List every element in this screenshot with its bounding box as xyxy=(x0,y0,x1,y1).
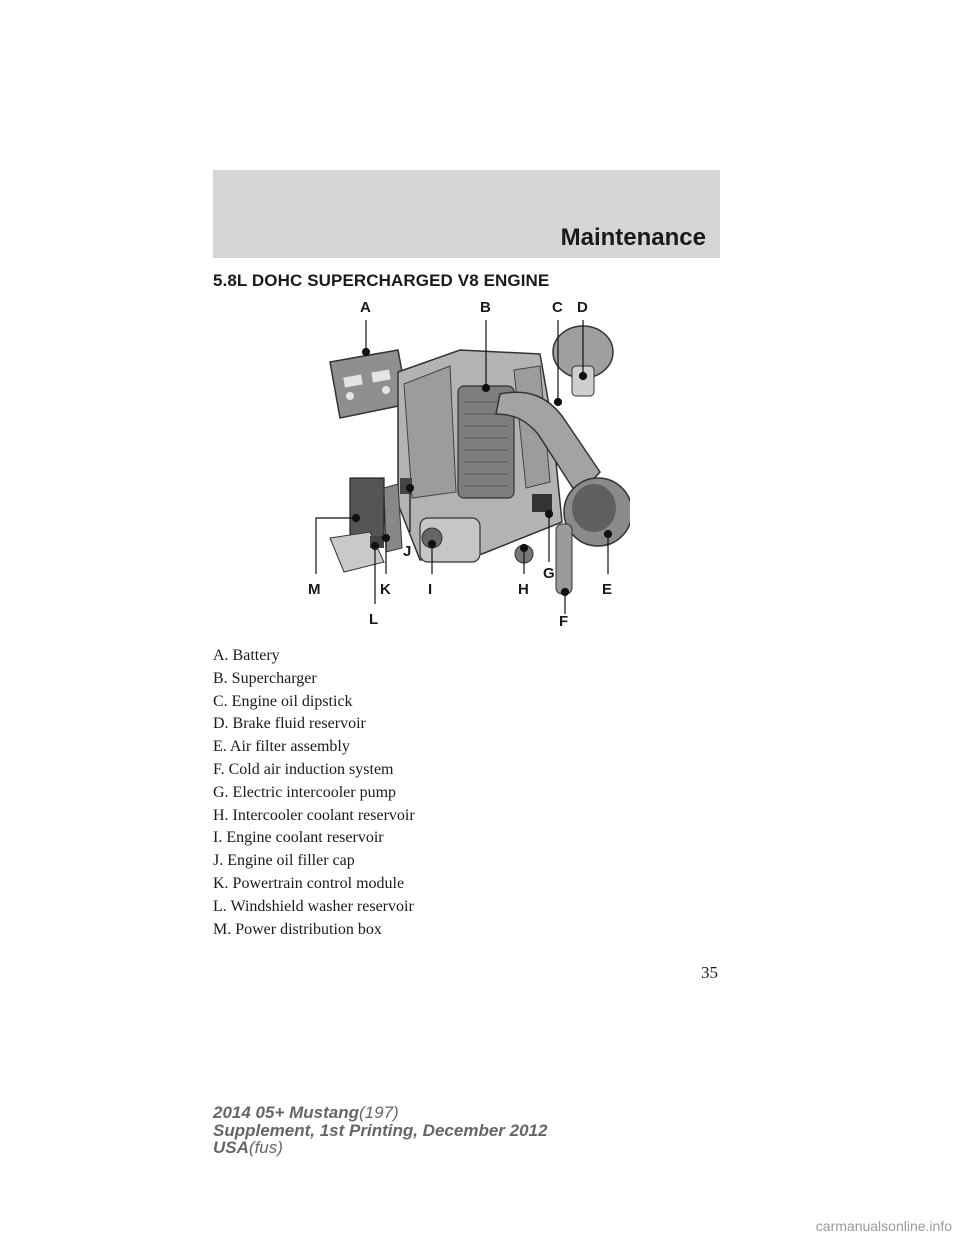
legend-item: C. Engine oil dipstick xyxy=(213,692,353,710)
watermark: carmanualsonline.info xyxy=(815,1218,952,1234)
footer-page-ref: (197) xyxy=(359,1103,399,1122)
callout-c: C xyxy=(552,299,563,316)
section-header-title: Maintenance xyxy=(560,224,706,251)
callout-d: D xyxy=(577,299,588,316)
callout-l: L xyxy=(369,611,379,628)
legend-item: F. Cold air induction system xyxy=(213,760,394,778)
print-footer xyxy=(213,1104,547,1157)
engine-illustration xyxy=(300,292,630,632)
legend-item: G. Electric intercooler pump xyxy=(213,783,397,801)
footer-market: USA xyxy=(213,1138,249,1157)
callout-a: A xyxy=(360,299,371,316)
legend-item: H. Intercooler coolant reservoir xyxy=(213,806,415,824)
callout-k: K xyxy=(380,581,391,598)
legend-item: B. Supercharger xyxy=(213,669,317,687)
callout-b: B xyxy=(480,299,491,316)
battery-illustration xyxy=(330,350,408,418)
callout-e: E xyxy=(602,581,613,598)
engine-diagram xyxy=(300,292,630,632)
page-title: 5.8L DOHC SUPERCHARGED V8 ENGINE xyxy=(213,271,550,290)
legend-item: L. Windshield washer reservoir xyxy=(213,897,414,915)
callout-j: J xyxy=(403,543,412,560)
callout-g: G xyxy=(543,565,555,582)
engine-block-illustration xyxy=(398,350,562,563)
footer-market-code: (fus) xyxy=(248,1138,283,1157)
legend-item: K. Powertrain control module xyxy=(213,874,405,892)
footer-line-3 xyxy=(213,1139,547,1157)
legend-item: J. Engine oil filler cap xyxy=(213,852,355,870)
legend-item: I. Engine coolant reservoir xyxy=(213,829,384,847)
page-number: 35 xyxy=(701,963,718,982)
component-legend xyxy=(213,645,415,941)
section-header-band xyxy=(213,170,720,258)
legend-item: M. Power distribution box xyxy=(213,920,382,938)
power-distribution-box-illustration xyxy=(330,478,402,572)
footer-model: 2014 05+ Mustang xyxy=(213,1103,359,1122)
legend-item: E. Air filter assembly xyxy=(213,738,350,756)
footer-line-2: Supplement, 1st Printing, December 2012 xyxy=(213,1120,548,1140)
legend-item: D. Brake fluid reservoir xyxy=(213,715,366,733)
legend-item: A. Battery xyxy=(213,647,280,664)
callout-f: F xyxy=(559,613,569,630)
callout-h: H xyxy=(518,581,529,598)
footer-line-1 xyxy=(213,1104,547,1122)
callout-i: I xyxy=(428,581,433,598)
callout-m: M xyxy=(308,581,321,598)
